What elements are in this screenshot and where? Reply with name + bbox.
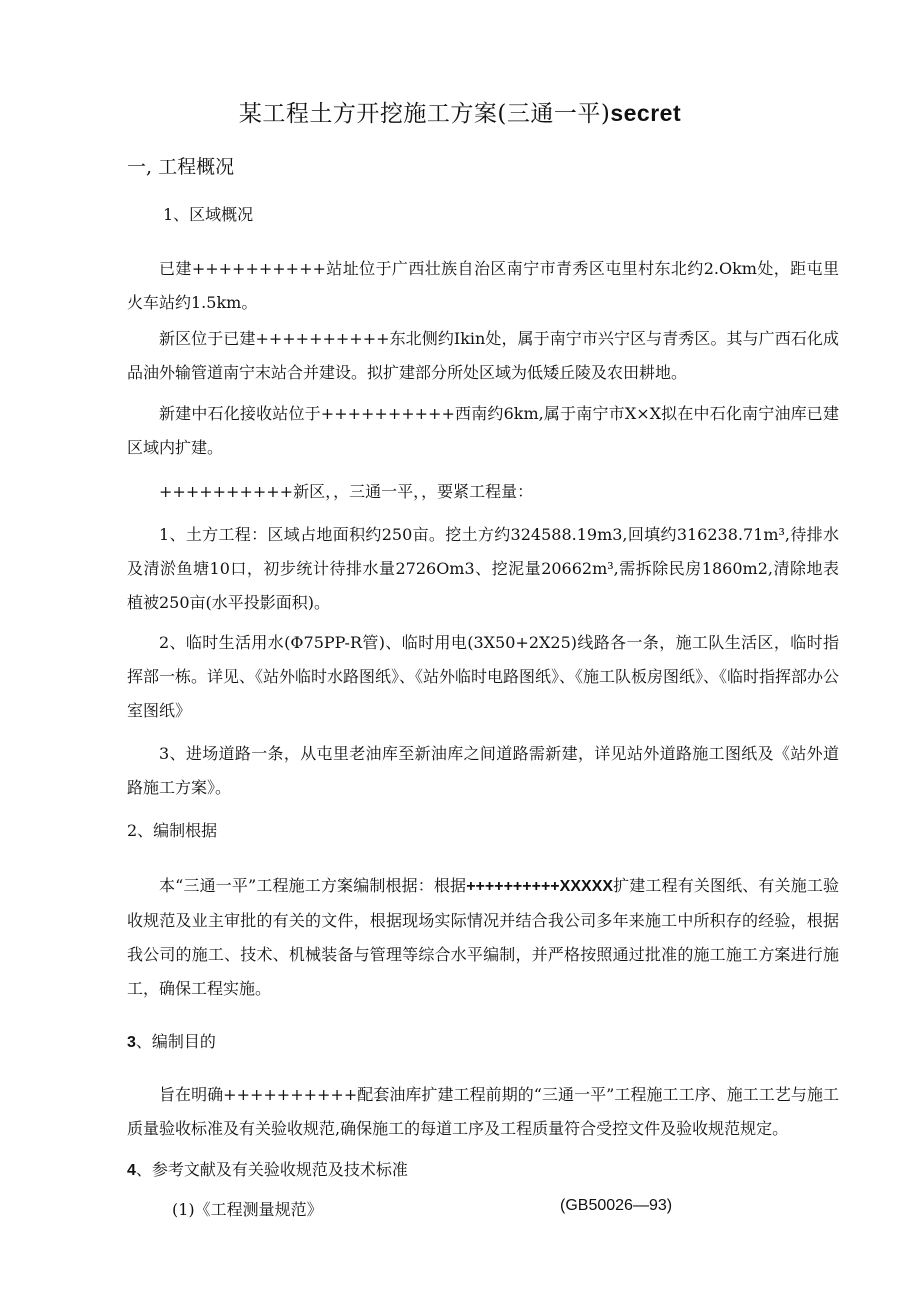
references-label: 、参考文献及有关验收规范及技术标准 <box>135 1160 408 1179</box>
paragraph-site-location: 已建++++++++++站址位于广西壮族自治区南宁市青秀区屯里村东北约2.Okm处，距屯里火车站约1.5km。 <box>127 259 839 312</box>
subheading-references <box>127 1157 408 1180</box>
list-item-access-road: 3、进场道路一条，从屯里老油库至新油库之间道路需新建，详见站外道路施工图纸及《站外道路施工方案》。 <box>127 744 839 797</box>
paragraph-purpose: 旨在明确++++++++++配套油库扩建工程前期的“三通一平”工程施工工序、施工工艺与施工质量验收标准及有关验收规范,确保施工的每道工序及工程质量符合受控文件及验收规范规定。 <box>127 1085 839 1138</box>
purpose-label: 、编制目的 <box>135 1032 216 1051</box>
reference-1-code: (GB50026—93) <box>560 1197 673 1214</box>
reference-1-title: (1)《工程测量规范》 <box>172 1200 323 1219</box>
paragraph-new-area: 新区位于已建++++++++++东北侧约Ikin处，属于南宁市兴宁区与青秀区。其与广西石化成品油外输管道南宁末站合并建设。拟扩建部分所处区域为低矮丘陵及农田耕地。 <box>127 329 839 382</box>
list-item-temporary-utilities: 2、临时生活用水(Φ75PP-R管)、临时用电(3X50+2X25)线路各一条，施工队生活区，临时指挥部一栋。详见、《站外临时水路图纸》、《站外临时电路图纸》、《施工队板房图纸》、《临时指挥部办公室图纸》 <box>127 633 840 720</box>
subheading-area-overview: 1、区域概况 <box>163 205 254 224</box>
paragraph-main-quantities: ++++++++++新区，，三通一平，，要紧工程量： <box>159 482 534 501</box>
subheading-purpose <box>127 1029 216 1052</box>
purpose-number: 3 <box>127 1034 136 1051</box>
basis-text-end: 扩建工程有关图纸、有关施工验收规范及业主审批的有关的文件，根据现场实际情况并结合我公司多年来施工中所积存的经验，根据我公司的施工、技术、机械装备与管理等综合水平编制，并严格按照通过批准的施工施工方案进行施工，确保工程实施。 <box>127 876 839 998</box>
title-latin: secret <box>610 100 682 126</box>
list-item-earthwork: 1、土方工程：区域占地面积约250亩。挖土方约324588.19m3,回填约316238.71m³,待排水及清淤鱼塘10口，初步统计待排水量2726Om3、挖泥量20662m³,需拆除民房1860m2,清除地表植被250亩(水平投影面积)。 <box>127 525 839 612</box>
paragraph-basis <box>127 869 839 1006</box>
document-title <box>0 95 920 128</box>
references-number: 4 <box>127 1162 136 1179</box>
paragraph-receiving-station: 新建中石化接收站位于++++++++++西南约6km,属于南宁市X×X拟在中石化南宁油库已建区域内扩建。 <box>127 404 839 457</box>
basis-text-start: 本“三通一平”工程施工方案编制根据：根据 <box>159 876 467 895</box>
subheading-basis: 2、编制根据 <box>127 821 218 840</box>
basis-project-code: ++++++++++XXXXX <box>466 878 613 895</box>
title-chinese: 某工程土方开挖施工方案(三通一平) <box>238 101 611 127</box>
section-heading-overview: 一, 工程概况 <box>127 156 235 178</box>
